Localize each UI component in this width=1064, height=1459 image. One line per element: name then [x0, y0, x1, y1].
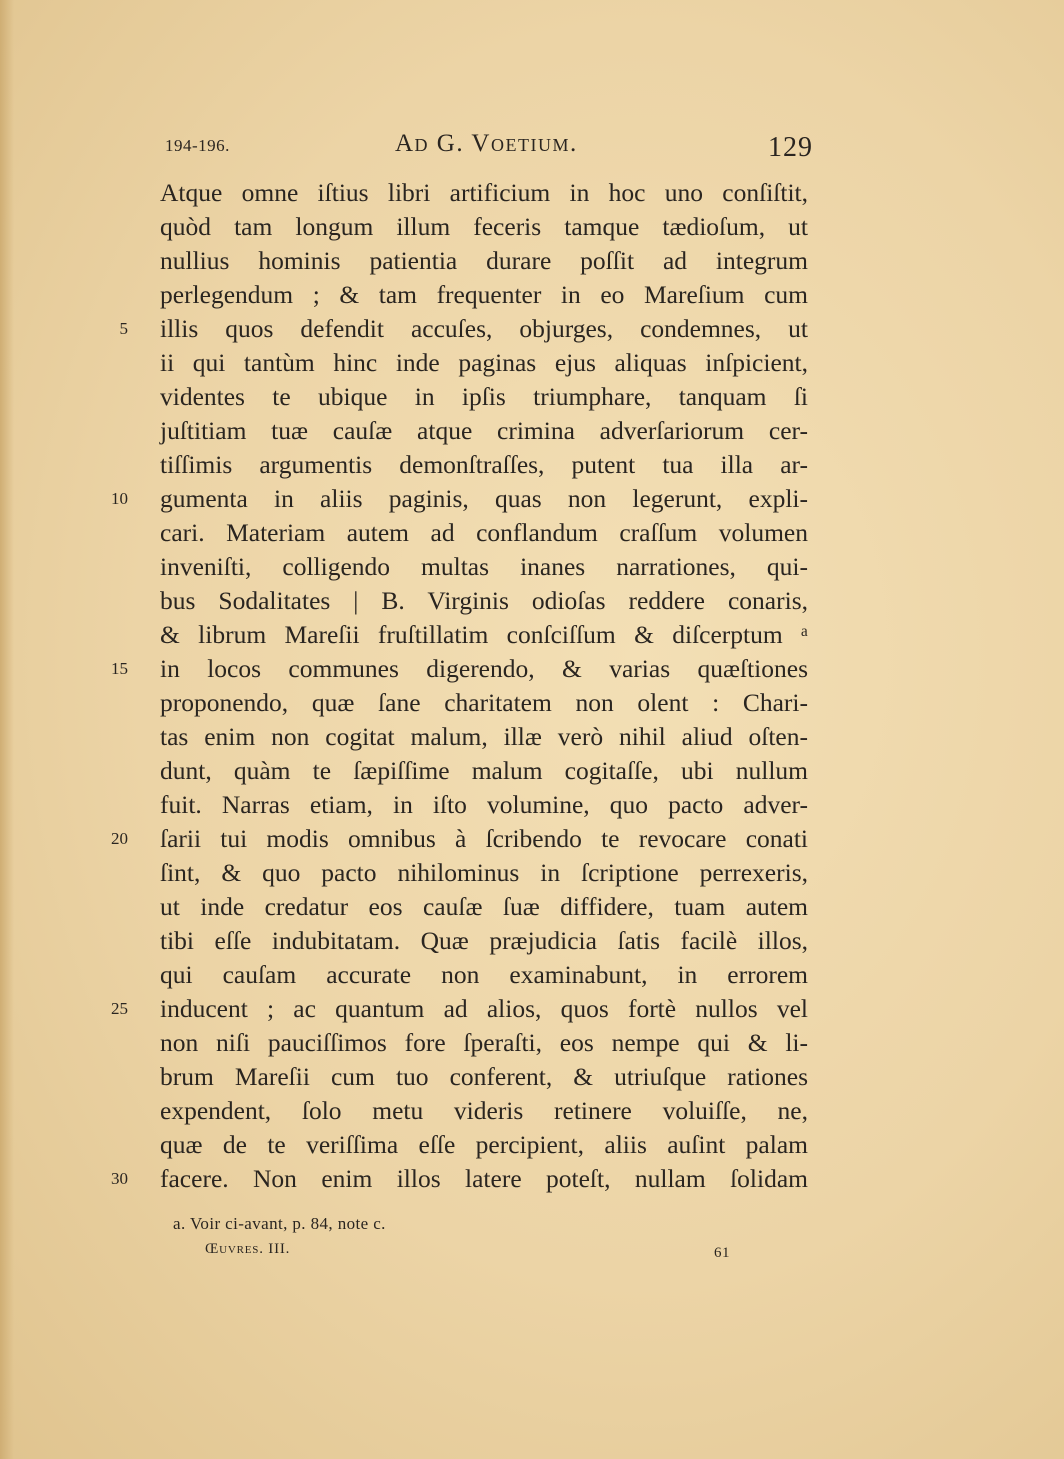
signature-number: 61	[714, 1245, 730, 1261]
text-line: dunt, quàm te ſæpiſſime malum cogitaſſe, ubi nullum	[160, 756, 808, 785]
text-line: gumenta in aliis paginis, quas non legerunt, expli-	[160, 484, 808, 513]
page-number: 129	[768, 132, 813, 163]
text-line: ſarii tui modis omnibus à ſcribendo te revocare conati	[160, 824, 808, 853]
text-line: illis quos defendit accuſes, objurges, condemnes, ut	[160, 314, 808, 343]
page-range: 194-196.	[165, 136, 230, 155]
text-line: quòd tam longum illum feceris tamque tædioſum, ut	[160, 212, 808, 241]
text-line: ſint, & quo pacto nihilominus in ſcriptione perrexeris,	[160, 858, 808, 887]
text-line: bus Sodalitates | B. Virginis odioſas reddere conaris,	[160, 586, 808, 615]
text-line: inveniſti, colligendo multas inanes narrationes, qui-	[160, 552, 808, 581]
text-line: expendent, ſolo metu videris retinere voluiſſe, ne,	[160, 1096, 808, 1125]
text-line: ut inde credatur eos cauſæ ſuæ diffidere, tuam autem	[160, 892, 808, 921]
text-line: tas enim non cogitat malum, illæ verò nihil aliud oſten-	[160, 722, 808, 751]
text-line: proponendo, quæ ſane charitatem non olent : Chari-	[160, 688, 808, 717]
signature-mark: Œuvres. III.	[205, 1241, 291, 1257]
text-line: quæ de te veriſſima eſſe percipient, aliis auſint palam	[160, 1130, 808, 1159]
text-line: perlegendum ; & tam frequenter in eo Mareſium cum	[160, 280, 808, 309]
text-line: facere. Non enim illos latere poteſt, nullam ſolidam	[160, 1164, 808, 1193]
line-number: 5	[119, 319, 128, 338]
text-line: cari. Materiam autem ad conflandum craſſum volumen	[160, 518, 808, 547]
text-line: ii qui tantùm hinc inde paginas ejus aliquas inſpicient,	[160, 348, 808, 377]
line-number: 10	[111, 489, 128, 508]
text-line: nullius hominis patientia durare poſſit ad integrum	[160, 246, 808, 275]
text-line: qui cauſam accurate non examinabunt, in errorem	[160, 960, 808, 989]
text-line: in locos communes digerendo, & varias quæſtiones	[160, 654, 808, 683]
text-line: brum Mareſii cum tuo conferent, & utriuſque rationes	[160, 1062, 808, 1091]
text-line: juſtitiam tuæ cauſæ atque crimina adverſariorum cer-	[160, 416, 808, 445]
running-title: Ad G. Voetium.	[395, 130, 578, 157]
line-number: 30	[111, 1169, 128, 1188]
text-line: tibi eſſe indubitatam. Quæ præjudicia ſatis facilè illos,	[160, 926, 808, 955]
page-edge-shadow	[0, 0, 14, 1459]
line-number: 25	[111, 999, 128, 1018]
text-line: tiſſimis argumentis demonſtraſſes, putent tua illa ar-	[160, 450, 808, 479]
text-line: videntes te ubique in ipſis triumphare, tanquam ſi	[160, 382, 808, 411]
text-line: Atque omne iſtius libri artificium in hoc uno conſiſtit,	[160, 178, 808, 207]
text-line: & librum Mareſii fruſtillatim conſciſſum & diſcerptum ᵃ	[160, 620, 808, 649]
text-line: inducent ; ac quantum ad alios, quos fortè nullos vel	[160, 994, 808, 1023]
text-line: fuit. Narras etiam, in iſto volumine, quo pacto adver-	[160, 790, 808, 819]
text-line: non niſi pauciſſimos fore ſperaſti, eos nempe qui & li-	[160, 1028, 808, 1057]
footnote: a. Voir ci-avant, p. 84, note c.	[173, 1214, 386, 1233]
line-number: 20	[111, 829, 128, 848]
running-head	[0, 128, 1064, 168]
line-number: 15	[111, 659, 128, 678]
